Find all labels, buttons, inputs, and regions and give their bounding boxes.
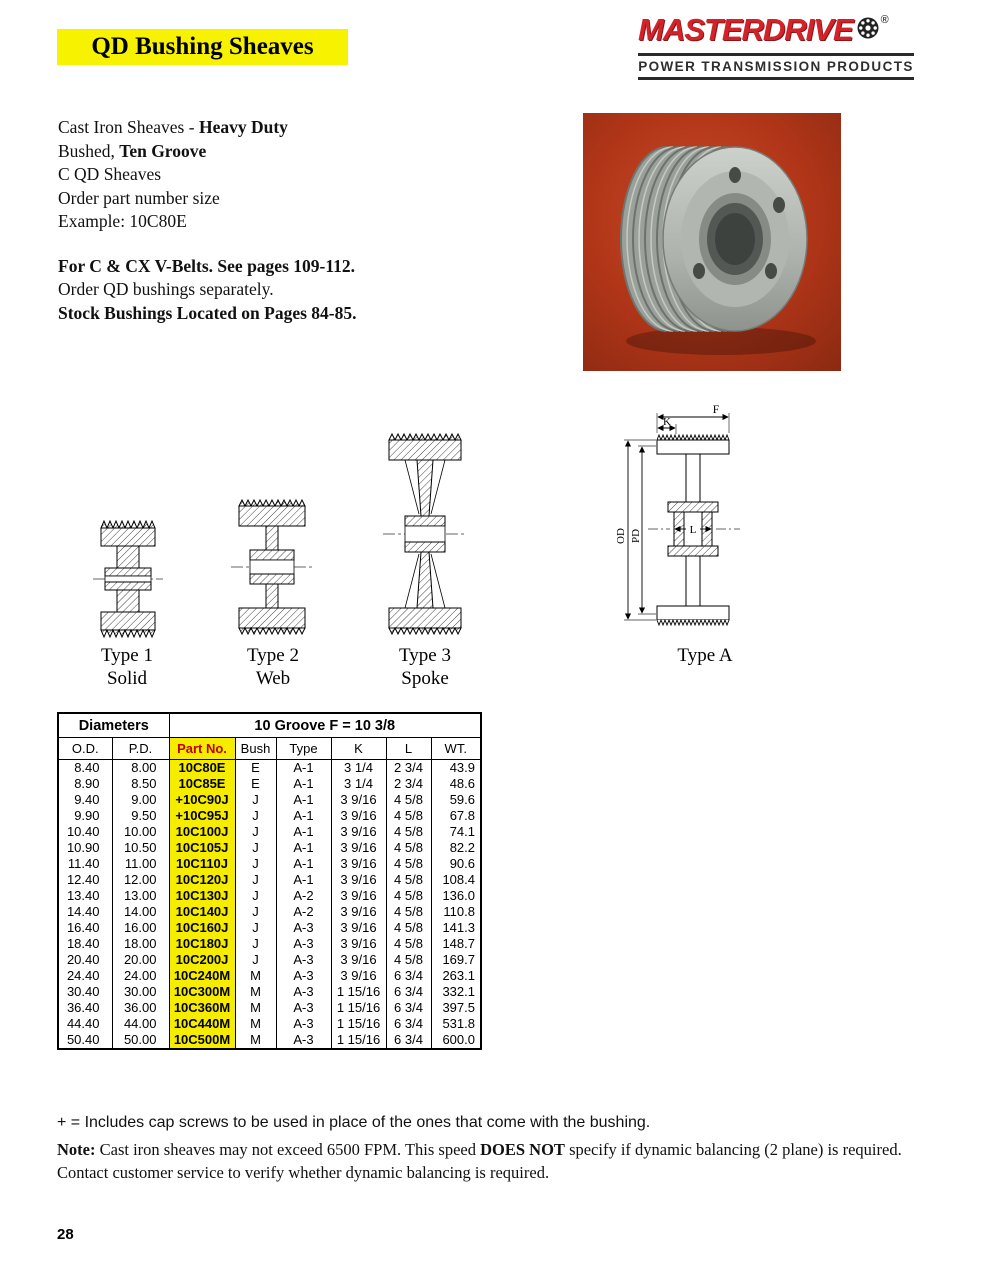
table-cell: 67.8 — [431, 808, 481, 824]
table-cell: J — [235, 856, 276, 872]
table-cell: 3 9/16 — [331, 888, 386, 904]
sheave-table-body — [58, 760, 481, 1050]
table-cell: 59.6 — [431, 792, 481, 808]
part-number-cell: +10C90J — [169, 792, 235, 808]
table-cell: 9.00 — [112, 792, 169, 808]
part-number-cell: 10C440M — [169, 1016, 235, 1032]
diameters-group-header: Diameters — [58, 713, 169, 738]
table-row — [58, 1016, 481, 1032]
spec-table-container — [57, 712, 482, 1050]
table-cell: 44.40 — [58, 1016, 112, 1032]
table-row — [58, 1032, 481, 1049]
table-column-header-row — [58, 738, 481, 760]
intro-line-7: Order QD bushings separately. — [58, 279, 274, 299]
product-photo — [583, 113, 841, 371]
sheave-photo-image — [583, 113, 841, 371]
table-cell: 3 9/16 — [331, 872, 386, 888]
col-header-pd: P.D. — [112, 738, 169, 760]
table-cell: 6 3/4 — [386, 984, 431, 1000]
table-row — [58, 808, 481, 824]
table-row — [58, 856, 481, 872]
part-number-cell: 10C130J — [169, 888, 235, 904]
table-cell: 136.0 — [431, 888, 481, 904]
part-number-cell: 10C105J — [169, 840, 235, 856]
type3-caption-label: Type 3 — [399, 645, 451, 666]
table-cell: J — [235, 808, 276, 824]
table-cell: 36.40 — [58, 1000, 112, 1016]
intro-line-5: Example: 10C80E — [58, 211, 187, 231]
table-cell: 10.00 — [112, 824, 169, 840]
registered-mark: ® — [880, 14, 889, 26]
note-label: Note: — [57, 1140, 96, 1159]
part-number-cell: 10C160J — [169, 920, 235, 936]
intro-line-2-text: Bushed, — [58, 140, 120, 161]
balancing-note-line2: Contact customer service to verify whether dynamic balancing is required. — [57, 1163, 550, 1182]
table-cell: A-1 — [276, 872, 331, 888]
dim-label-od: OD — [615, 528, 627, 544]
table-cell: 10.90 — [58, 840, 112, 856]
table-cell: M — [235, 1000, 276, 1016]
table-cell: J — [235, 952, 276, 968]
dim-label-k: K — [663, 416, 671, 428]
table-cell: M — [235, 968, 276, 984]
table-cell: 6 3/4 — [386, 1032, 431, 1049]
part-number-cell: 10C180J — [169, 936, 235, 952]
table-row — [58, 824, 481, 840]
intro-line-2-bold: Ten Groove — [119, 140, 207, 161]
table-cell: 50.40 — [58, 1032, 112, 1049]
table-cell: M — [235, 1016, 276, 1032]
masterdrive-logo — [638, 12, 914, 80]
typeA-caption-label: Type A — [677, 645, 733, 666]
table-cell: A-2 — [276, 888, 331, 904]
table-cell: 4 5/8 — [386, 856, 431, 872]
table-cell: 10.40 — [58, 824, 112, 840]
table-cell: J — [235, 904, 276, 920]
table-cell: 8.40 — [58, 760, 112, 777]
table-cell: 2 3/4 — [386, 776, 431, 792]
table-cell: J — [235, 888, 276, 904]
table-cell: 48.6 — [431, 776, 481, 792]
table-cell: 30.40 — [58, 984, 112, 1000]
intro-line-1-bold: Heavy Duty — [198, 117, 288, 137]
type2-caption — [218, 644, 328, 690]
intro-line-4: Order part number size — [58, 187, 220, 208]
table-cell: A-1 — [276, 760, 331, 777]
table-cell: A-3 — [276, 984, 331, 1000]
sheave-spec-table — [57, 712, 482, 1050]
table-cell: A-3 — [276, 952, 331, 968]
part-number-cell: 10C240M — [169, 968, 235, 984]
intro-line-1-text: Cast Iron Sheaves - — [58, 117, 199, 137]
table-cell: A-1 — [276, 792, 331, 808]
intro-line-1 — [58, 116, 528, 140]
table-cell: J — [235, 840, 276, 856]
part-number-cell: 10C80E — [169, 760, 235, 777]
table-cell: A-2 — [276, 904, 331, 920]
type1-solid-drawing — [93, 514, 163, 644]
table-cell: 9.50 — [112, 808, 169, 824]
table-cell: 12.00 — [112, 872, 169, 888]
table-cell: 3 9/16 — [331, 840, 386, 856]
table-cell: A-1 — [276, 808, 331, 824]
col-header-k: K — [331, 738, 386, 760]
intro-line-3: C QD Sheaves — [58, 164, 162, 184]
table-cell: A-3 — [276, 1016, 331, 1032]
table-cell: 4 5/8 — [386, 824, 431, 840]
part-number-cell: 10C140J — [169, 904, 235, 920]
table-cell: 263.1 — [431, 968, 481, 984]
table-cell: 141.3 — [431, 920, 481, 936]
table-cell: J — [235, 872, 276, 888]
table-cell: 4 5/8 — [386, 808, 431, 824]
table-cell: 13.40 — [58, 888, 112, 904]
dim-label-f: F — [712, 404, 720, 416]
part-number-cell: +10C95J — [169, 808, 235, 824]
table-cell: 82.2 — [431, 840, 481, 856]
part-number-cell: 10C110J — [169, 856, 235, 872]
table-cell: 3 9/16 — [331, 952, 386, 968]
type1-caption-sub: Solid — [106, 668, 148, 689]
table-cell: 9.90 — [58, 808, 112, 824]
table-cell: 4 5/8 — [386, 952, 431, 968]
table-row — [58, 792, 481, 808]
table-cell: J — [235, 792, 276, 808]
table-cell: 24.40 — [58, 968, 112, 984]
part-number-cell: 10C200J — [169, 952, 235, 968]
table-cell: 4 5/8 — [386, 792, 431, 808]
table-cell: 50.00 — [112, 1032, 169, 1049]
table-cell: 108.4 — [431, 872, 481, 888]
table-cell: A-3 — [276, 920, 331, 936]
table-cell: 16.00 — [112, 920, 169, 936]
table-cell: 36.00 — [112, 1000, 169, 1016]
table-cell: 11.40 — [58, 856, 112, 872]
type2-caption-sub: Web — [255, 668, 291, 689]
table-cell: 1 15/16 — [331, 984, 386, 1000]
table-cell: 3 1/4 — [331, 776, 386, 792]
table-cell: J — [235, 824, 276, 840]
col-header-part-no: Part No. — [169, 738, 235, 760]
table-row — [58, 760, 481, 777]
brand-name: MASTERDRIVE — [638, 12, 853, 47]
table-cell: 18.00 — [112, 936, 169, 952]
table-row — [58, 872, 481, 888]
table-cell: M — [235, 984, 276, 1000]
table-cell: 8.90 — [58, 776, 112, 792]
table-cell: 4 5/8 — [386, 840, 431, 856]
table-row — [58, 840, 481, 856]
table-cell: 1 15/16 — [331, 1000, 386, 1016]
table-cell: 110.8 — [431, 904, 481, 920]
col-header-l: L — [386, 738, 431, 760]
table-cell: E — [235, 760, 276, 777]
table-cell: J — [235, 920, 276, 936]
part-number-cell: 10C360M — [169, 1000, 235, 1016]
dim-label-pd: PD — [630, 528, 642, 544]
table-cell: 6 3/4 — [386, 968, 431, 984]
col-header-wt: WT. — [431, 738, 481, 760]
table-cell: 74.1 — [431, 824, 481, 840]
intro-text — [58, 116, 528, 325]
logo-tagline: POWER TRANSMISSION PRODUCTS — [638, 53, 914, 80]
note-text-2: specify if dynamic balancing (2 plane) is required. — [564, 1140, 902, 1159]
table-group-header-row — [58, 713, 481, 738]
intro-line-2 — [58, 140, 528, 164]
table-row — [58, 920, 481, 936]
table-cell: 18.40 — [58, 936, 112, 952]
groove-group-header: 10 Groove F = 10 3/8 — [169, 713, 481, 738]
table-cell: 3 9/16 — [331, 824, 386, 840]
typeA-dimension-drawing — [612, 398, 772, 643]
table-cell: 1 15/16 — [331, 1032, 386, 1049]
table-cell: 16.40 — [58, 920, 112, 936]
table-cell: 13.00 — [112, 888, 169, 904]
type2-caption-label: Type 2 — [247, 645, 299, 666]
col-header-type: Type — [276, 738, 331, 760]
table-cell: 14.00 — [112, 904, 169, 920]
table-cell: 90.6 — [431, 856, 481, 872]
table-cell: 3 9/16 — [331, 920, 386, 936]
table-cell: 3 9/16 — [331, 792, 386, 808]
type2-web-drawing — [231, 492, 315, 642]
page-number: 28 — [57, 1226, 74, 1243]
table-cell: 11.00 — [112, 856, 169, 872]
col-header-od: O.D. — [58, 738, 112, 760]
note-bold: DOES NOT — [480, 1140, 565, 1159]
table-row — [58, 968, 481, 984]
part-number-cell: 10C100J — [169, 824, 235, 840]
note-text-1: Cast iron sheaves may not exceed 6500 FPM. This speed — [95, 1140, 481, 1159]
table-cell: 44.00 — [112, 1016, 169, 1032]
table-cell: 169.7 — [431, 952, 481, 968]
table-cell: A-1 — [276, 856, 331, 872]
sheave-image — [621, 147, 807, 331]
type3-caption-sub: Spoke — [401, 668, 449, 689]
table-cell: 1 15/16 — [331, 1016, 386, 1032]
table-cell: 3 9/16 — [331, 904, 386, 920]
table-row — [58, 1000, 481, 1016]
table-cell: 332.1 — [431, 984, 481, 1000]
table-cell: A-3 — [276, 968, 331, 984]
part-number-cell: 10C500M — [169, 1032, 235, 1049]
table-cell: 20.00 — [112, 952, 169, 968]
table-row — [58, 776, 481, 792]
table-cell: 3 9/16 — [331, 968, 386, 984]
table-cell: 4 5/8 — [386, 904, 431, 920]
plus-footnote: + = Includes cap screws to be used in place of the ones that come with the bushing. — [57, 1114, 651, 1131]
table-cell: 3 1/4 — [331, 760, 386, 777]
table-row — [58, 888, 481, 904]
part-number-cell: 10C85E — [169, 776, 235, 792]
table-cell: 14.40 — [58, 904, 112, 920]
table-cell: 4 5/8 — [386, 872, 431, 888]
table-cell: A-3 — [276, 1032, 331, 1049]
table-row — [58, 936, 481, 952]
table-cell: 4 5/8 — [386, 888, 431, 904]
intro-line-6: For C & CX V-Belts. See pages 109-112. — [58, 255, 355, 276]
table-cell: 20.40 — [58, 952, 112, 968]
table-cell: 3 9/16 — [331, 856, 386, 872]
table-cell: A-1 — [276, 824, 331, 840]
typeA-caption — [645, 644, 765, 667]
table-cell: 531.8 — [431, 1016, 481, 1032]
table-row — [58, 984, 481, 1000]
table-cell: 9.40 — [58, 792, 112, 808]
table-cell: 12.40 — [58, 872, 112, 888]
table-cell: 4 5/8 — [386, 936, 431, 952]
table-cell: 6 3/4 — [386, 1016, 431, 1032]
table-cell: 4 5/8 — [386, 920, 431, 936]
table-cell: A-1 — [276, 776, 331, 792]
table-cell: M — [235, 1032, 276, 1049]
table-cell: 2 3/4 — [386, 760, 431, 777]
table-cell: 8.00 — [112, 760, 169, 777]
table-row — [58, 904, 481, 920]
part-number-cell: 10C300M — [169, 984, 235, 1000]
table-cell: 8.50 — [112, 776, 169, 792]
table-cell: 24.00 — [112, 968, 169, 984]
table-cell: 3 9/16 — [331, 808, 386, 824]
table-cell: 397.5 — [431, 1000, 481, 1016]
table-cell: J — [235, 936, 276, 952]
intro-line-8: Stock Bushings Located on Pages 84-85. — [58, 302, 357, 323]
page-title: QD Bushing Sheaves — [57, 29, 348, 65]
table-cell: E — [235, 776, 276, 792]
table-cell: A-3 — [276, 1000, 331, 1016]
table-cell: 3 9/16 — [331, 936, 386, 952]
table-cell: 6 3/4 — [386, 1000, 431, 1016]
table-cell: 600.0 — [431, 1032, 481, 1049]
type1-caption — [77, 644, 177, 690]
table-cell: 43.9 — [431, 760, 481, 777]
col-header-bush: Bush — [235, 738, 276, 760]
table-cell: A-3 — [276, 936, 331, 952]
part-number-cell: 10C120J — [169, 872, 235, 888]
gear-icon — [856, 16, 880, 45]
type3-spoke-drawing — [383, 428, 467, 640]
balancing-note — [57, 1138, 957, 1161]
table-row — [58, 952, 481, 968]
table-cell: 10.50 — [112, 840, 169, 856]
type3-caption — [370, 644, 480, 690]
table-cell: A-1 — [276, 840, 331, 856]
table-cell: 148.7 — [431, 936, 481, 952]
dim-label-l: L — [689, 524, 697, 536]
type1-caption-label: Type 1 — [101, 645, 153, 666]
table-cell: 30.00 — [112, 984, 169, 1000]
